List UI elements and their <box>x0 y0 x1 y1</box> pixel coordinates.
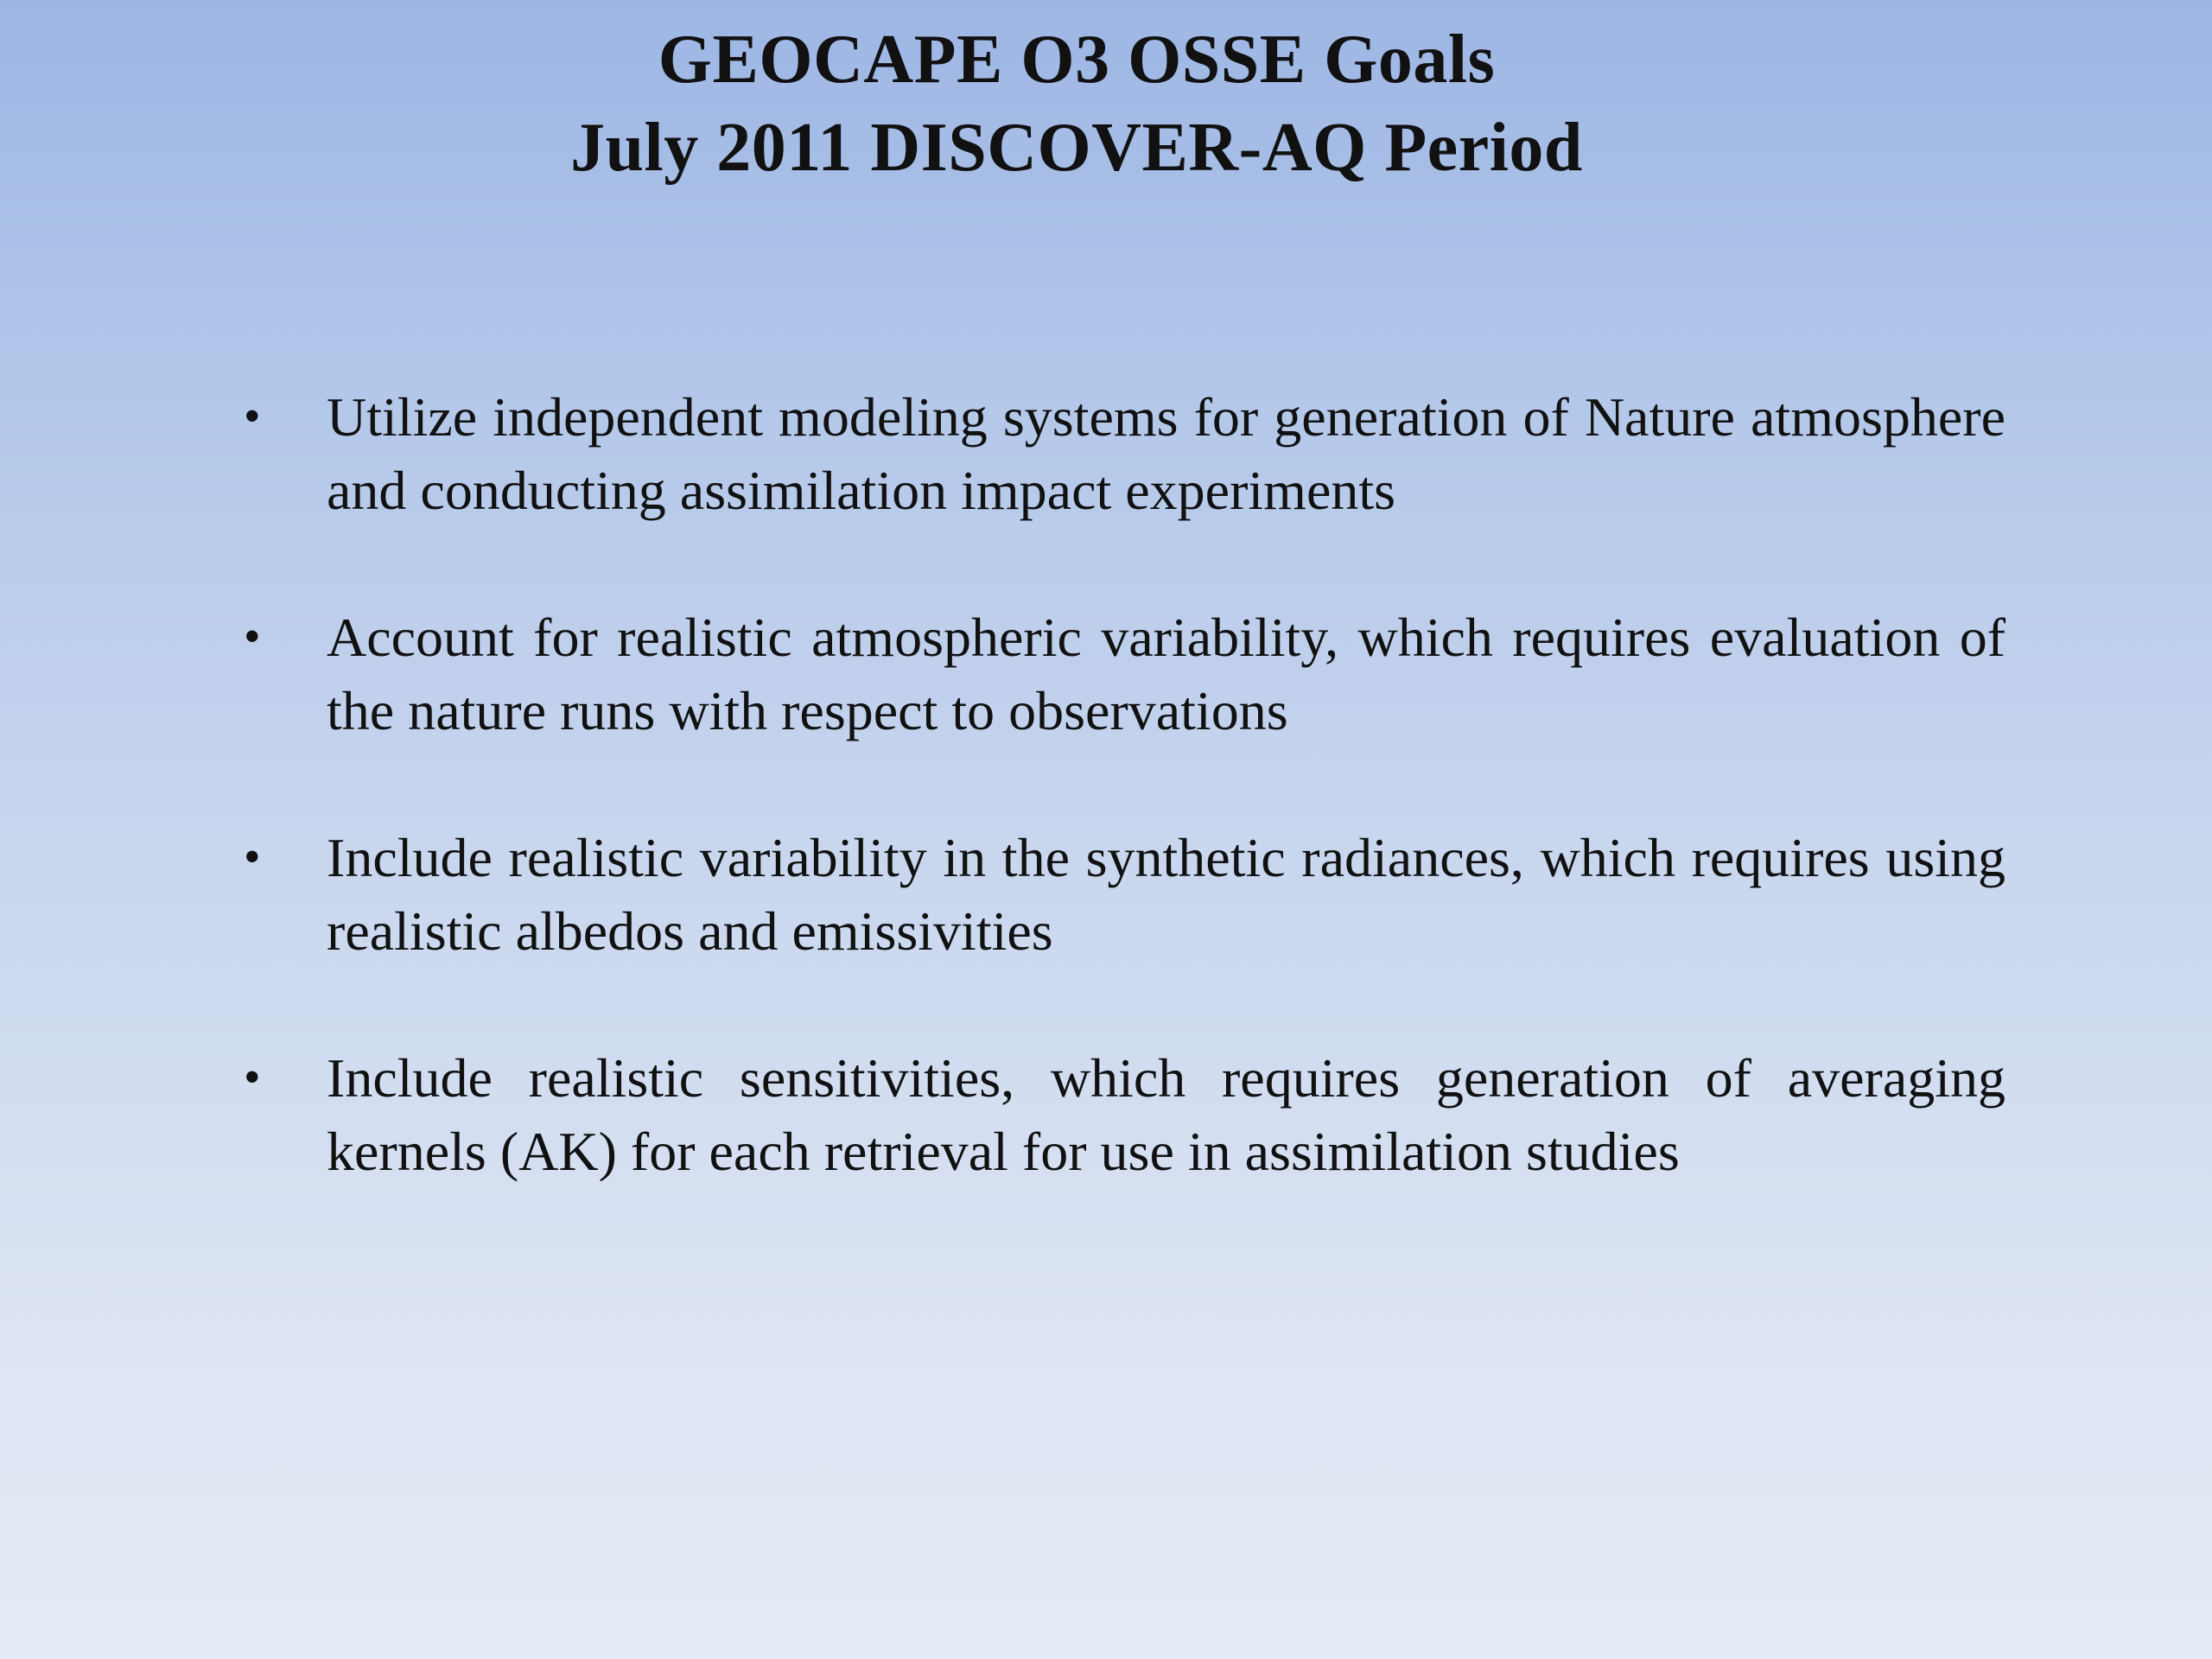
bullet-list <box>232 380 2005 1262</box>
bullet-text: Include realistic variability in the synthetic radiances, which requires using realistic albedos and emissivities <box>327 827 2005 962</box>
bullet-item <box>232 601 2005 747</box>
bullet-point-icon: • <box>244 610 261 664</box>
bullet-item <box>232 1041 2005 1188</box>
bullet-point-icon: • <box>244 390 261 443</box>
title-line-2: July 2011 DISCOVER-AQ Period <box>570 110 1583 186</box>
bullet-text: Utilize independent modeling systems for generation of Nature atmosphere and conducting assimilation impact experiments <box>327 386 2005 521</box>
bullet-text: Account for realistic atmospheric variability, which requires evaluation of the nature runs with respect to observations <box>327 607 2005 741</box>
bullet-point-icon: • <box>244 830 261 884</box>
bullet-item <box>232 380 2005 527</box>
bullet-item <box>232 821 2005 968</box>
title-line-1: GEOCAPE O3 OSSE Goals <box>658 22 1496 98</box>
bullet-point-icon: • <box>244 1051 261 1104</box>
bullet-text: Include realistic sensitivities, which requires generation of averaging kernels (AK) for each retrieval for use in assimilation studies <box>327 1047 2005 1182</box>
slide-title <box>0 16 2153 192</box>
